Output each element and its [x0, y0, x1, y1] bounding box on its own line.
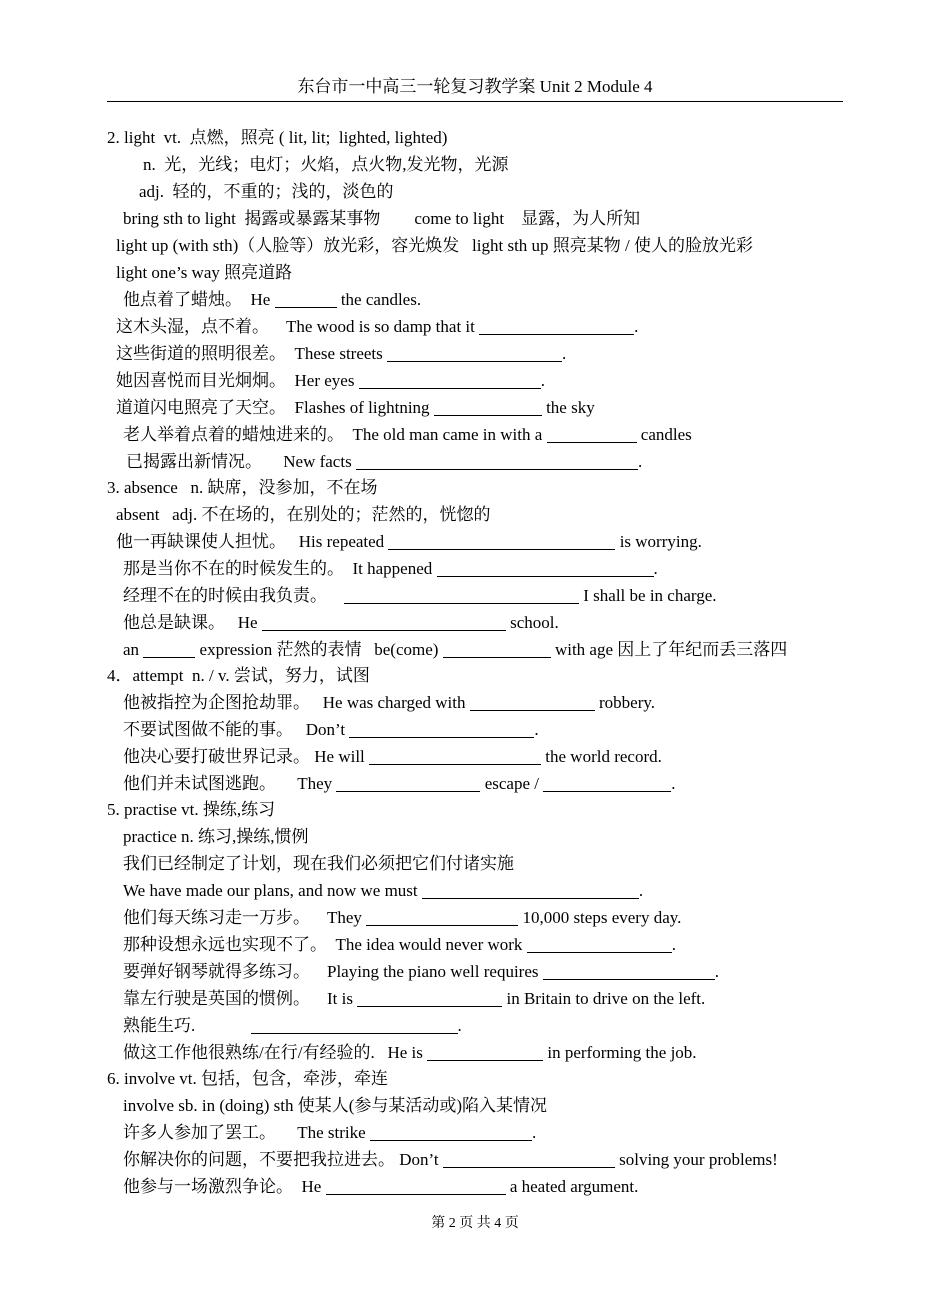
worksheet-line — [123, 1043, 697, 1063]
fill-in-blank[interactable] — [527, 936, 672, 953]
line-text: a heated argument. — [505, 1177, 639, 1196]
fill-in-blank[interactable] — [437, 560, 654, 577]
line-text: 做这工作他很熟练/在行/有经验的. He is — [123, 1043, 428, 1062]
line-text: 他参与一场激烈争论。 He — [123, 1177, 326, 1196]
worksheet-line — [123, 559, 658, 579]
header-rule — [107, 101, 843, 102]
line-text: 3. absence n. 缺席，没参加，不在场 — [107, 478, 378, 497]
line-text: 那种设想永远也实现不了。 The idea would never work — [123, 935, 527, 954]
fill-in-blank[interactable] — [326, 1178, 506, 1195]
line-text: 他点着了蜡烛。 He — [123, 290, 275, 309]
line-text: 熟能生巧. — [123, 1016, 251, 1035]
worksheet-line — [123, 827, 309, 847]
worksheet-line — [123, 774, 675, 794]
line-text: 2. light vt. 点燃，照亮 ( lit, lit; lighted, lighted) — [107, 128, 448, 147]
fill-in-blank[interactable] — [543, 963, 715, 980]
line-text: an — [123, 640, 144, 659]
fill-in-blank[interactable] — [470, 694, 595, 711]
worksheet-line — [123, 854, 514, 874]
fill-in-blank[interactable] — [336, 775, 480, 792]
fill-in-blank[interactable] — [479, 318, 634, 335]
line-text: . — [457, 1016, 462, 1035]
fill-in-blank[interactable] — [422, 882, 639, 899]
page-footer: 第 2 页 共 4 页 — [431, 1216, 519, 1231]
line-text: is worrying. — [615, 532, 702, 551]
line-text: school. — [505, 613, 559, 632]
worksheet-line — [123, 962, 719, 982]
line-text: involve sb. in (doing) sth 使某人(参与某活动或)陷入某情况 — [123, 1096, 548, 1115]
line-text: 许多人参加了罢工。 The strike — [123, 1123, 370, 1142]
line-text: 靠左行驶是英国的惯例。 It is — [123, 989, 358, 1008]
line-text: . — [671, 774, 676, 793]
line-text: adj. 轻的，不重的；浅的，淡色的 — [139, 182, 394, 201]
worksheet-line — [123, 613, 559, 633]
worksheet-line — [123, 425, 692, 445]
worksheet-line — [123, 290, 421, 310]
worksheet-line — [107, 1069, 388, 1089]
line-text: in Britain to drive on the left. — [502, 989, 706, 1008]
line-text: escape / — [480, 774, 544, 793]
line-text: 已揭露出新情况。 New facts — [126, 452, 356, 471]
line-text: 10,000 steps every day. — [518, 908, 682, 927]
line-text: . — [634, 317, 639, 336]
page-header-title: 东台市一中高三一轮复习教学案 Unit 2 Module 4 — [297, 77, 653, 96]
worksheet-line — [123, 935, 676, 955]
line-text: . — [562, 344, 567, 363]
line-text: I shall be in charge. — [579, 586, 717, 605]
worksheet-line — [123, 1123, 536, 1143]
line-text: bring sth to light 揭露或暴露某事物 come to light 显露，为人所知 — [123, 209, 641, 228]
line-text: . — [534, 720, 539, 739]
fill-in-blank[interactable] — [357, 990, 502, 1007]
worksheet-line — [116, 532, 702, 552]
worksheet-line — [123, 693, 655, 713]
line-text: the world record. — [541, 747, 662, 766]
worksheet-line — [123, 586, 717, 606]
line-text: 6. involve vt. 包括，包含，牵涉，牵连 — [107, 1069, 388, 1088]
worksheet-line — [107, 128, 447, 148]
line-text: 这些街道的照明很差。 These streets — [116, 344, 388, 363]
line-text: light one’s way 照亮道路 — [116, 263, 293, 282]
line-text: 他们每天练习走一万步。 They — [123, 908, 367, 927]
worksheet-line — [123, 989, 705, 1009]
fill-in-blank[interactable] — [388, 533, 615, 550]
fill-in-blank[interactable] — [543, 775, 671, 792]
line-text: 他一再缺课使人担忧。 His repeated — [116, 532, 389, 551]
line-text: the candles. — [336, 290, 422, 309]
line-text: practice n. 练习,操练,惯例 — [123, 827, 309, 846]
worksheet-line — [126, 452, 642, 472]
worksheet-line — [116, 317, 638, 337]
worksheet-line — [139, 182, 394, 202]
worksheet-line — [116, 236, 753, 256]
line-text: 要弹好钢琴就得多练习。 Playing the piano well requires — [123, 962, 543, 981]
line-text: . — [671, 935, 676, 954]
worksheet-line — [123, 640, 787, 660]
line-text: 这木头湿，点不着。 The wood is so damp that it — [116, 317, 480, 336]
line-text: . — [637, 452, 643, 471]
fill-in-blank[interactable] — [359, 372, 541, 389]
worksheet-line — [143, 155, 509, 175]
line-text: 4．attempt n. / v. 尝试，努力，试图 — [107, 666, 370, 685]
line-text: candles — [636, 425, 692, 444]
fill-in-blank[interactable] — [427, 1044, 543, 1061]
line-text: . — [714, 962, 720, 981]
worksheet-line — [116, 344, 566, 364]
line-text: 他总是缺课。 He — [123, 613, 262, 632]
fill-in-blank[interactable] — [369, 748, 541, 765]
line-text: 道道闪电照亮了天空。 Flashes of lightning — [116, 398, 434, 417]
worksheet-line — [116, 505, 490, 525]
worksheet-line — [116, 371, 545, 391]
line-text: light up (with sth)（人脸等）放光彩，容光焕发 light sth up 照亮某物 / 使人的脸放光彩 — [116, 236, 754, 255]
worksheet-line — [123, 1177, 638, 1197]
fill-in-blank[interactable] — [349, 721, 534, 738]
line-text: . — [540, 371, 545, 390]
line-text: 经理不在的时候由我负责。 — [123, 586, 344, 605]
line-text: with age 因上了年纪而丢三落四 — [550, 640, 788, 659]
line-text: 老人举着点着的蜡烛进来的。 The old man came in with a — [123, 425, 547, 444]
line-text: in performing the job. — [543, 1043, 697, 1062]
worksheet-line — [116, 263, 292, 283]
line-text: n. 光，光线；电灯；火焰，点火物,发光物，光源 — [143, 155, 509, 174]
line-text: 他被指控为企图抢劫罪。 He was charged with — [123, 693, 470, 712]
line-text: the sky — [541, 398, 595, 417]
line-text: . — [531, 1123, 537, 1142]
fill-in-blank[interactable] — [370, 1124, 532, 1141]
line-text: solving your problems! — [614, 1150, 778, 1169]
fill-in-blank[interactable] — [275, 291, 337, 308]
line-text: absent adj. 不在场的，在别处的；茫然的，恍惚的 — [116, 505, 491, 524]
line-text: robbery. — [594, 693, 655, 712]
fill-in-blank[interactable] — [251, 1017, 458, 1034]
fill-in-blank[interactable] — [434, 399, 542, 416]
line-text: . — [638, 881, 644, 900]
line-text: 不要试图做不能的事。 Don’t — [123, 720, 350, 739]
worksheet-line — [107, 800, 275, 820]
fill-in-blank[interactable] — [143, 641, 195, 658]
line-text: We have made our plans, and now we must — [123, 881, 422, 900]
fill-in-blank[interactable] — [547, 426, 637, 443]
line-text: 那是当你不在的时候发生的。 It happened — [123, 559, 437, 578]
worksheet-line — [123, 1150, 778, 1170]
fill-in-blank[interactable] — [366, 909, 518, 926]
line-text: 他们并未试图逃跑。 They — [123, 774, 337, 793]
line-text: 我们已经制定了计划，现在我们必须把它们付诸实施 — [123, 854, 514, 873]
line-text: 5. practise vt. 操练,练习 — [107, 800, 276, 819]
fill-in-blank[interactable] — [344, 587, 579, 604]
line-text: 她因喜悦而目光炯炯。 Her eyes — [116, 371, 359, 390]
fill-in-blank[interactable] — [262, 614, 506, 631]
line-text: 他决心要打破世界记录。 He will — [123, 747, 370, 766]
worksheet-line — [116, 398, 595, 418]
line-text: 你解决你的问题，不要把我拉进去。 Don’t — [123, 1150, 443, 1169]
worksheet-line — [123, 1096, 547, 1116]
worksheet-line — [123, 1016, 462, 1036]
worksheet-line — [107, 478, 378, 498]
worksheet-line — [107, 666, 370, 686]
fill-in-blank[interactable] — [443, 641, 551, 658]
worksheet-line — [123, 747, 662, 767]
line-text: . — [653, 559, 658, 578]
line-text: expression 茫然的表情 be(come) — [195, 640, 443, 659]
fill-in-blank[interactable] — [356, 453, 638, 470]
worksheet-line — [123, 881, 643, 901]
worksheet-line — [123, 908, 681, 928]
fill-in-blank[interactable] — [443, 1151, 615, 1168]
worksheet-line — [123, 720, 539, 740]
worksheet-line — [123, 209, 640, 229]
fill-in-blank[interactable] — [387, 345, 562, 362]
